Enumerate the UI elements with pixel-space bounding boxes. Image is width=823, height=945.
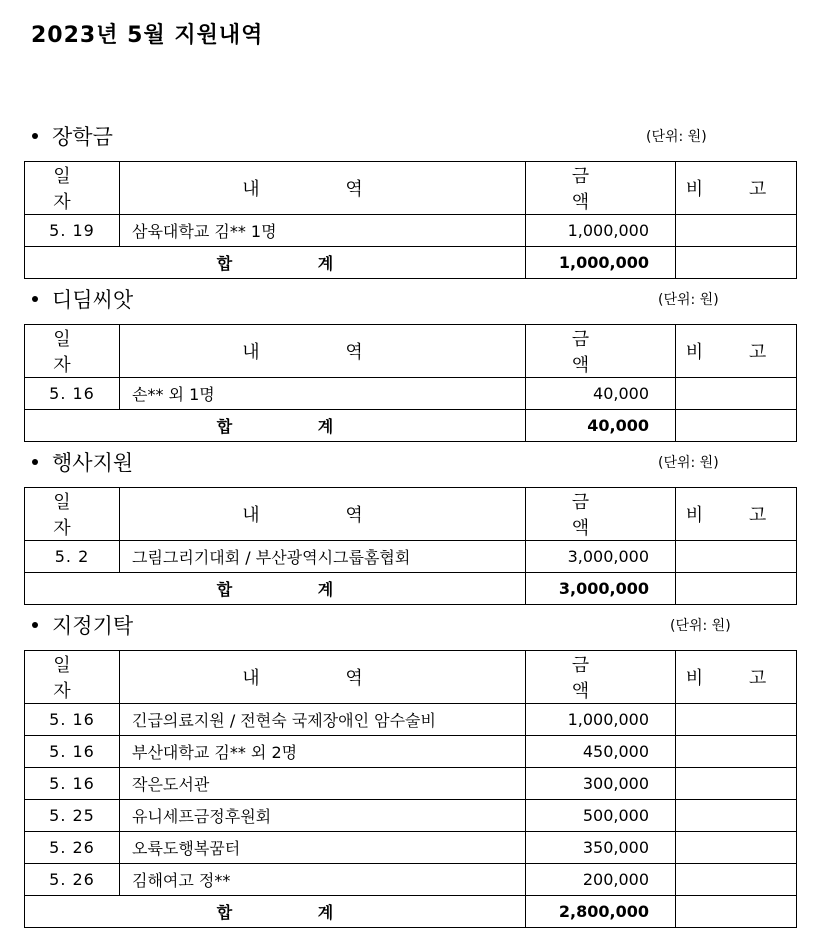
unit-label: (단위: 원) (658, 455, 719, 471)
cell-note (676, 215, 797, 247)
table-header-row (25, 325, 797, 378)
cell-amount: 1,000,000 (526, 704, 676, 736)
support-table (24, 324, 797, 442)
cell-amount: 200,000 (526, 864, 676, 896)
header-note: 비 고 (676, 488, 797, 541)
table-row (25, 768, 797, 800)
page-title: 2023년 5월 지원내역 (31, 23, 264, 48)
cell-amount: 40,000 (526, 378, 676, 410)
unit-label: (단위: 원) (670, 618, 731, 634)
cell-amount: 1,000,000 (526, 215, 676, 247)
cell-desc: 긴급의료지원 / 전현숙 국제장애인 암수술비 (120, 704, 526, 736)
bullet-icon (32, 622, 38, 628)
table-row (25, 704, 797, 736)
table-row (25, 800, 797, 832)
table-row (25, 541, 797, 573)
header-amount: 금 액 (526, 325, 676, 378)
section-title: 장학금 (28, 121, 113, 151)
header-date: 일 자 (25, 162, 120, 215)
section-title: 지정기탁 (28, 610, 133, 640)
section-event-support (24, 447, 796, 605)
total-row (25, 896, 797, 928)
cell-date: 5. 25 (25, 800, 120, 832)
total-label: 합 계 (25, 247, 526, 279)
cell-note (676, 704, 797, 736)
cell-desc: 부산대학교 김** 외 2명 (120, 736, 526, 768)
bullet-icon (32, 296, 38, 302)
support-table (24, 650, 797, 928)
cell-desc: 오륙도행복꿈터 (120, 832, 526, 864)
section-title: 디딤씨앗 (28, 284, 133, 314)
cell-note (676, 800, 797, 832)
total-row (25, 573, 797, 605)
cell-note (676, 832, 797, 864)
cell-date: 5. 2 (25, 541, 120, 573)
cell-desc: 손** 외 1명 (120, 378, 526, 410)
total-label: 합 계 (25, 896, 526, 928)
header-amount: 금 액 (526, 488, 676, 541)
header-note: 비 고 (676, 162, 797, 215)
cell-desc: 김해여고 정** (120, 864, 526, 896)
total-note (676, 410, 797, 442)
unit-label: (단위: 원) (646, 129, 707, 145)
header-date: 일 자 (25, 651, 120, 704)
total-amount: 1,000,000 (526, 247, 676, 279)
total-note (676, 896, 797, 928)
total-note (676, 573, 797, 605)
total-row (25, 247, 797, 279)
section-header (24, 121, 796, 161)
section-title: 행사지원 (28, 447, 133, 477)
bullet-icon (32, 133, 38, 139)
header-date: 일 자 (25, 488, 120, 541)
cell-note (676, 378, 797, 410)
total-label: 합 계 (25, 573, 526, 605)
header-note: 비 고 (676, 325, 797, 378)
section-header (24, 610, 796, 650)
table-row (25, 864, 797, 896)
cell-date: 5. 19 (25, 215, 120, 247)
cell-note (676, 864, 797, 896)
header-amount: 금 액 (526, 651, 676, 704)
cell-date: 5. 16 (25, 768, 120, 800)
cell-desc: 유니세프금정후원회 (120, 800, 526, 832)
table-row (25, 832, 797, 864)
total-amount: 40,000 (526, 410, 676, 442)
cell-desc: 작은도서관 (120, 768, 526, 800)
cell-note (676, 768, 797, 800)
table-header-row (25, 488, 797, 541)
section-designated-donation (24, 610, 796, 928)
cell-amount: 450,000 (526, 736, 676, 768)
table-header-row (25, 651, 797, 704)
cell-date: 5. 16 (25, 704, 120, 736)
cell-date: 5. 16 (25, 378, 120, 410)
section-header (24, 284, 796, 324)
cell-amount: 350,000 (526, 832, 676, 864)
cell-date: 5. 26 (25, 864, 120, 896)
cell-amount: 500,000 (526, 800, 676, 832)
section-didim-seed (24, 284, 796, 442)
table-row (25, 215, 797, 247)
support-table (24, 161, 797, 279)
header-desc: 내 역 (120, 162, 526, 215)
section-header (24, 447, 796, 487)
header-desc: 내 역 (120, 325, 526, 378)
header-desc: 내 역 (120, 488, 526, 541)
cell-amount: 300,000 (526, 768, 676, 800)
header-date: 일 자 (25, 325, 120, 378)
cell-amount: 3,000,000 (526, 541, 676, 573)
section-scholarship (24, 121, 796, 279)
cell-date: 5. 26 (25, 832, 120, 864)
cell-desc: 그림그리기대회 / 부산광역시그룹홈협회 (120, 541, 526, 573)
total-amount: 3,000,000 (526, 573, 676, 605)
header-amount: 금 액 (526, 162, 676, 215)
table-header-row (25, 162, 797, 215)
support-table (24, 487, 797, 605)
bullet-icon (32, 459, 38, 465)
header-desc: 내 역 (120, 651, 526, 704)
cell-desc: 삼육대학교 김** 1명 (120, 215, 526, 247)
cell-date: 5. 16 (25, 736, 120, 768)
cell-note (676, 541, 797, 573)
cell-note (676, 736, 797, 768)
table-row (25, 378, 797, 410)
total-note (676, 247, 797, 279)
header-note: 비 고 (676, 651, 797, 704)
total-label: 합 계 (25, 410, 526, 442)
unit-label: (단위: 원) (658, 292, 719, 308)
total-amount: 2,800,000 (526, 896, 676, 928)
total-row (25, 410, 797, 442)
table-row (25, 736, 797, 768)
